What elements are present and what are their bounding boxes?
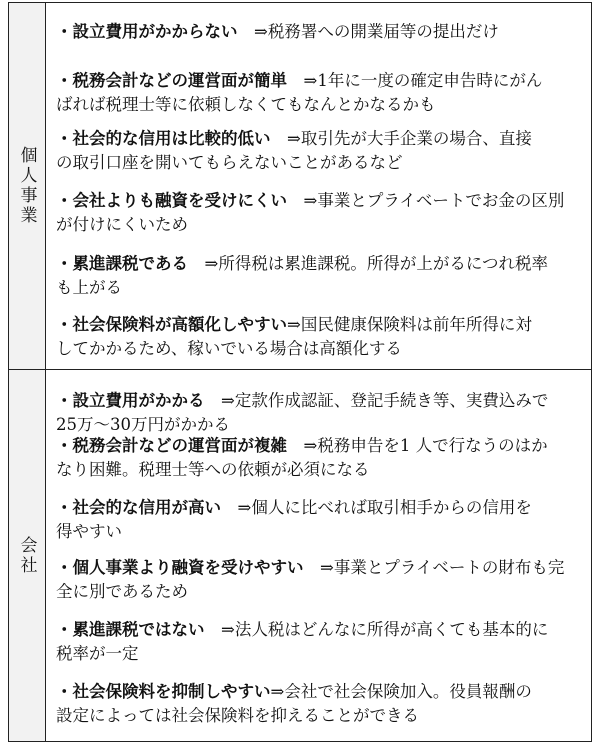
item-text: ⇒法人税はどんなに所得が高くても基本的に — [204, 620, 549, 639]
list-item — [56, 189, 583, 237]
item-text: ⇒1年に一度の確定申告時にがん — [287, 71, 543, 90]
section-header-cell — [9, 370, 46, 741]
item-heading: ・設立費用がかかる — [56, 391, 205, 410]
section-label: 会社 — [16, 535, 37, 576]
list-item — [56, 252, 583, 300]
item-text: ばれば税理士等に依頼しなくてもなんとかなるかも — [56, 95, 436, 114]
list-item — [56, 69, 583, 117]
item-text: ⇒国民健康保険料は前年所得に対 — [287, 315, 532, 334]
list-item — [56, 496, 583, 544]
list-item — [56, 618, 583, 666]
item-text: ⇒会社で社会保険加入。役員報酬の — [270, 682, 532, 701]
item-text: ⇒事業とプライベートでお金の区別 — [287, 191, 565, 210]
item-text: ⇒税務申告を1 人で行なうのはか — [287, 436, 548, 455]
item-text: なり困難。税理士等への依頼が必須になる — [56, 460, 370, 479]
item-text: ⇒個人に比べれば取引相手からの信用を — [221, 498, 532, 517]
list-item — [56, 556, 583, 604]
item-heading: ・個人事業より融資を受けやすい — [56, 558, 304, 577]
item-text: ⇒取引先が大手企業の場合、直接 — [270, 129, 532, 148]
item-text: 得やすい — [56, 522, 122, 541]
item-text: ⇒税務署への開業届等の提出だけ — [237, 22, 499, 41]
item-heading: ・会社よりも融資を受けにくい — [56, 191, 287, 210]
item-text: 税率が一定 — [56, 644, 139, 663]
section-sole-proprietor — [9, 3, 591, 370]
item-text: の取引口座を開いてもらえないことがあるなど — [56, 153, 403, 172]
section-content — [46, 3, 591, 369]
list-item — [56, 434, 583, 482]
item-heading: ・社会保険料が高額化しやすい — [56, 315, 287, 334]
comparison-table — [8, 2, 592, 742]
list-item — [56, 20, 583, 44]
item-heading: ・税務会計などの運営面が複雑 — [56, 436, 287, 455]
item-text: ⇒事業とプライベートの財布も完 — [303, 558, 565, 577]
section-company — [9, 370, 591, 741]
item-text: ⇒定款作成認証、登記手続き等、実費込みで — [204, 391, 549, 410]
item-heading: ・社会保険料を抑制しやすい — [56, 682, 271, 701]
item-heading: ・社会的な信用が高い — [56, 498, 221, 517]
section-label: 個人事業 — [16, 146, 37, 226]
item-heading: ・累進課税ではない — [56, 620, 205, 639]
item-text: 25万～30万円がかかる — [56, 415, 230, 434]
item-heading: ・社会的な信用は比較的低い — [56, 129, 271, 148]
item-text: も上がる — [56, 278, 122, 297]
item-text: 設定によっては社会保険料を抑えることができる — [56, 706, 419, 725]
item-heading: ・累進課税である — [56, 254, 188, 273]
item-text: 全に別であるため — [56, 582, 188, 601]
item-heading: ・税務会計などの運営面が簡単 — [56, 71, 287, 90]
item-text: ⇒所得税は累進課税。所得が上がるにつれ税率 — [188, 254, 548, 273]
list-item — [56, 389, 583, 437]
section-content — [46, 370, 591, 741]
item-text: してかかるため、稼いでいる場合は高額化する — [56, 339, 402, 358]
list-item — [56, 680, 583, 728]
item-heading: ・設立費用がかからない — [56, 22, 238, 41]
item-text: が付けにくいため — [56, 215, 188, 234]
section-header-cell — [9, 3, 46, 369]
list-item — [56, 127, 583, 175]
list-item — [56, 313, 583, 361]
